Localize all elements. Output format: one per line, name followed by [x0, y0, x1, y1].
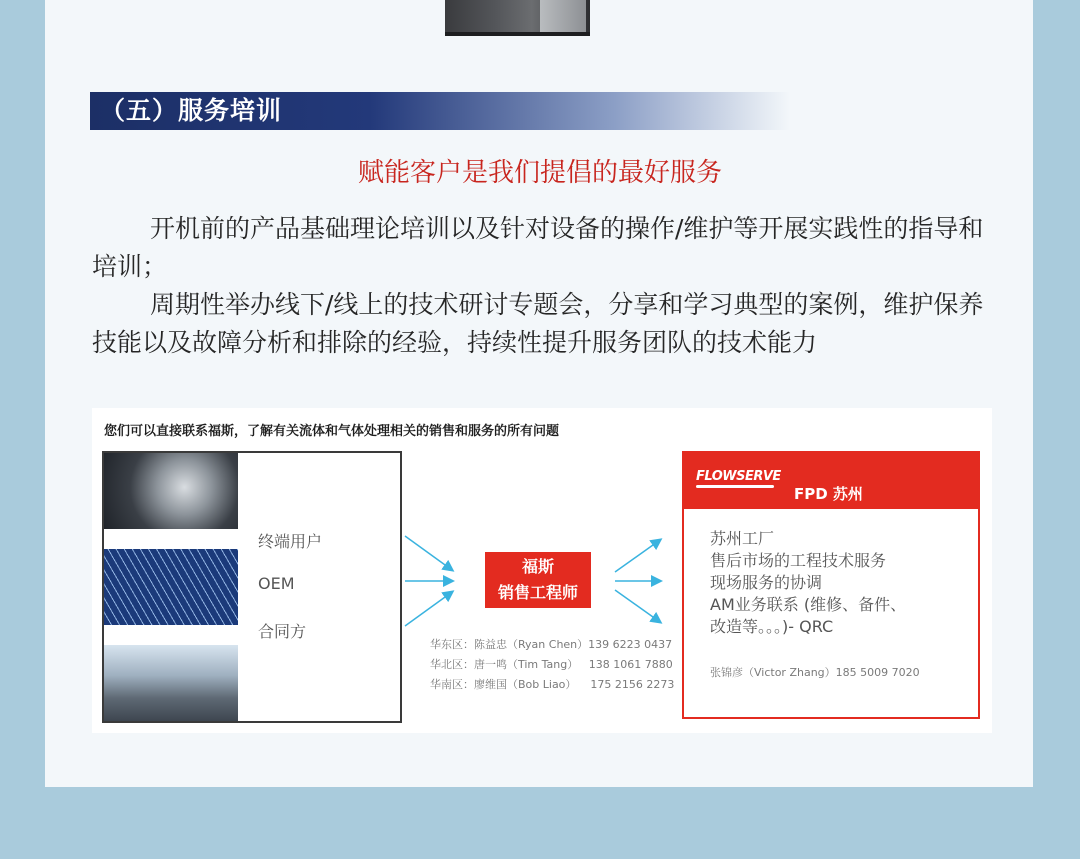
- contact-east: 华东区：陈益忠（Ryan Chen）139 6223 0437: [430, 638, 673, 651]
- flowserve-logo: FLOWSERVE: [696, 469, 781, 484]
- customer-label: OEM: [258, 574, 295, 593]
- arrow-icon: [615, 540, 660, 572]
- fpd-title: FPD 苏州: [794, 485, 863, 503]
- equipment-photo: [445, 0, 590, 36]
- fpd-line: 现场服务的协调: [710, 573, 823, 592]
- engineer-line-1: 福斯: [521, 557, 554, 576]
- contact-north: 华北区：唐一鸣（Tim Tang） 138 1061 7880: [430, 658, 673, 671]
- logo-swoosh-icon: [696, 485, 774, 488]
- right-arrows: [615, 540, 660, 622]
- left-arrows: [405, 536, 452, 626]
- infographic-title: 您们可以直接联系福斯，了解有关流体和气体处理相关的销售和服务的所有问题: [104, 424, 560, 439]
- fpd-suzhou-box: [682, 451, 980, 719]
- contact-infographic: [92, 408, 992, 733]
- fpd-line: 改造等。。。)- QRC: [710, 617, 834, 636]
- paragraph-2: 周期性举办线下/线上的技术研讨专题会，分享和学习典型的案例，维护保养技能以及故障分析和排除的经验，持续性提升服务团队的技术能力: [92, 290, 984, 357]
- fpd-line: 售后市场的工程技术服务: [710, 551, 887, 570]
- engineer-line-2: 销售工程师: [497, 583, 578, 602]
- section-title: （五）服务培训: [100, 96, 283, 125]
- sales-engineer-box: [485, 552, 591, 608]
- arrow-icon: [405, 592, 452, 626]
- customer-label: 合同方: [258, 622, 307, 641]
- customer-label: 终端用户: [258, 532, 323, 551]
- fpd-contact: 张锦彦（Victor Zhang）185 5009 7020: [710, 666, 920, 679]
- arrow-icon: [405, 536, 452, 570]
- paragraph-1: 开机前的产品基础理论培训以及针对设备的操作/维护等开展实践性的指导和培训；: [92, 214, 984, 281]
- fpd-line: 苏州工厂: [710, 529, 775, 548]
- contact-south: 华南区：廖维国（Bob Liao） 175 2156 2273: [430, 678, 675, 691]
- slogan: 赋能客户是我们提倡的最好服务: [357, 158, 722, 188]
- arrow-icon: [615, 590, 660, 622]
- fpd-line: AM业务联系 (维修、备件、: [710, 595, 907, 614]
- fpd-header: [684, 453, 978, 509]
